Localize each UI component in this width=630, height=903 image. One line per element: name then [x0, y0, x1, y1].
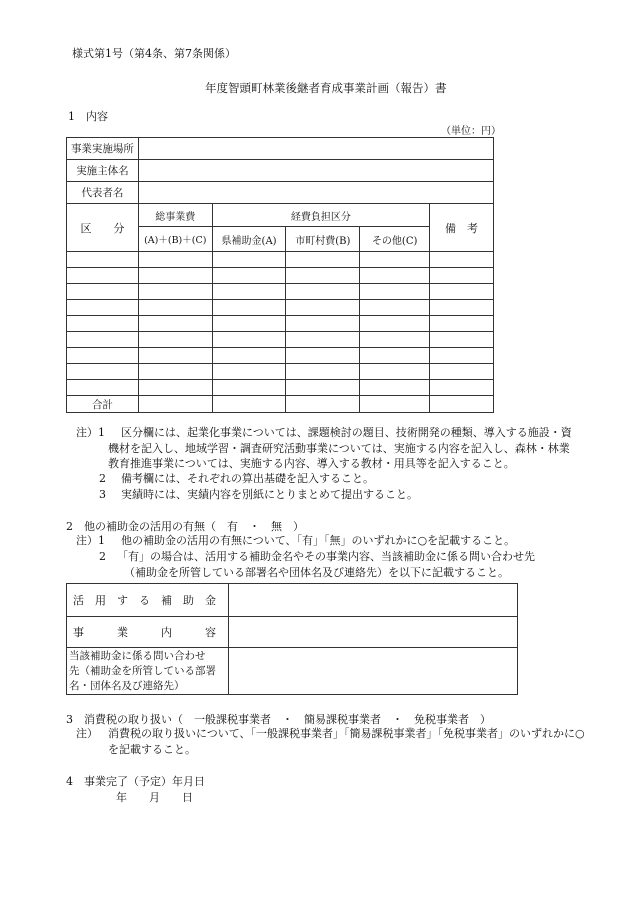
input-cell[interactable] — [430, 348, 494, 364]
input-cell[interactable] — [430, 380, 494, 396]
input-cell[interactable] — [430, 316, 494, 332]
input-cell[interactable] — [360, 252, 430, 268]
input-cell[interactable] — [67, 364, 139, 380]
subsidy-table — [66, 583, 518, 695]
input-cell[interactable] — [67, 268, 139, 284]
input-cell[interactable] — [430, 284, 494, 300]
note1-line3: 教育推進事業については、実施する内容、導入する教材・用具等を記入すること。 — [108, 457, 515, 470]
input-cell[interactable] — [430, 396, 494, 413]
input-cell[interactable] — [138, 268, 212, 284]
input-cell[interactable] — [138, 138, 493, 160]
input-cell[interactable] — [286, 348, 360, 364]
input-cell[interactable] — [138, 332, 212, 348]
input-cell[interactable] — [212, 268, 286, 284]
input-cell[interactable] — [67, 300, 139, 316]
note2-prefix: 2 — [99, 472, 106, 485]
input-cell[interactable] — [286, 332, 360, 348]
remarks-header: 備 考 — [430, 204, 494, 252]
completion-date[interactable]: 年 月 日 — [116, 791, 193, 804]
s2-note2-line1: 「有」の場合は、活用する補助金名やその事業内容、当該補助金に係る問い合わせ先 — [117, 550, 535, 563]
table-row — [67, 380, 494, 396]
burden-header: 経費負担区分 — [212, 204, 429, 227]
input-cell[interactable] — [360, 348, 430, 364]
unit-label: （単位：円） — [441, 126, 501, 137]
input-cell[interactable] — [228, 584, 517, 617]
input-cell[interactable] — [360, 396, 430, 413]
total-formula-header: (A)＋(B)＋(C) — [138, 227, 212, 252]
label-line: 名・団体名及び連絡先） — [69, 679, 185, 692]
row-label: 事 業 内 容 — [67, 617, 229, 648]
label-line: 先（補助金を所管している部署 — [69, 664, 216, 677]
table-row — [67, 332, 494, 348]
row-label: 活 用 す る 補 助 金 — [67, 584, 229, 617]
input-cell[interactable] — [67, 252, 139, 268]
note1-prefix: 注）1 — [76, 426, 105, 439]
table-row — [67, 648, 518, 695]
input-cell[interactable] — [138, 348, 212, 364]
input-cell[interactable] — [286, 252, 360, 268]
table-row — [67, 584, 518, 617]
s2-note1-prefix: 注）1 — [76, 534, 105, 547]
s3-note-prefix: 注） — [76, 727, 98, 740]
budget-table — [66, 137, 494, 413]
input-cell[interactable] — [430, 268, 494, 284]
section3-heading: 3 消費税の取り扱い（ 一般課税事業者 ・ 簡易課税事業者 ・ 免税事業者 ） — [66, 713, 491, 726]
input-cell[interactable] — [67, 284, 139, 300]
input-cell[interactable] — [138, 300, 212, 316]
input-cell[interactable] — [138, 396, 212, 413]
table-row — [67, 160, 494, 182]
input-cell[interactable] — [138, 316, 212, 332]
input-cell[interactable] — [286, 380, 360, 396]
label-line: 当該補助金に係る問い合わせ — [69, 649, 206, 662]
input-cell[interactable] — [212, 252, 286, 268]
document-title: 年度智頭町林業後継者育成事業計画（報告）書 — [205, 81, 447, 95]
input-cell[interactable] — [286, 396, 360, 413]
s3-note-line2: を記載すること。 — [108, 743, 196, 756]
input-cell[interactable] — [360, 364, 430, 380]
table-row — [67, 316, 494, 332]
table-row — [67, 138, 494, 160]
total-row — [67, 396, 494, 413]
section1-heading: 1 内容 — [68, 110, 108, 123]
input-cell[interactable] — [286, 316, 360, 332]
note3-prefix: 3 — [99, 488, 106, 501]
input-cell[interactable] — [286, 364, 360, 380]
note1-line2: 機材を記入し、地域学習・調査研究活動事業については、実施する内容を記入し、森林・林業 — [108, 442, 570, 455]
input-cell[interactable] — [138, 182, 493, 204]
row-label: 代表者名 — [67, 182, 139, 204]
input-cell[interactable] — [67, 316, 139, 332]
input-cell[interactable] — [228, 648, 517, 695]
input-cell[interactable] — [67, 380, 139, 396]
s2-note2-line2: （補助金を所管している部署名や団体名及び連絡先）を以下に記載すること。 — [124, 566, 509, 579]
input-cell[interactable] — [360, 316, 430, 332]
input-cell[interactable] — [212, 284, 286, 300]
input-cell[interactable] — [360, 380, 430, 396]
section2-heading: 2 他の補助金の活用の有無（ 有 ・ 無 ） — [66, 520, 304, 533]
input-cell[interactable] — [212, 332, 286, 348]
row-label — [67, 648, 229, 695]
s2-note1-text: 他の補助金の活用の有無について、「有」「無」のいずれかに○を記載すること。 — [121, 534, 516, 547]
total-header: 総事業費 — [138, 204, 212, 227]
pref-header: 県補助金(A) — [212, 227, 286, 252]
s2-note2-prefix: 2 — [99, 550, 106, 563]
table-row — [67, 348, 494, 364]
input-cell[interactable] — [138, 364, 212, 380]
input-cell[interactable] — [360, 284, 430, 300]
input-cell[interactable] — [286, 300, 360, 316]
input-cell[interactable] — [212, 348, 286, 364]
note3-text: 実績時には、実績内容を別紙にとりまとめて提出すること。 — [121, 488, 418, 501]
input-cell[interactable] — [360, 268, 430, 284]
input-cell[interactable] — [228, 617, 517, 648]
town-header: 市町村費(B) — [286, 227, 360, 252]
input-cell[interactable] — [212, 364, 286, 380]
input-cell[interactable] — [286, 268, 360, 284]
input-cell[interactable] — [212, 396, 286, 413]
input-cell[interactable] — [360, 332, 430, 348]
total-label: 合計 — [67, 396, 139, 413]
row-label: 実施主体名 — [67, 160, 139, 182]
s3-note-line1: 消費税の取り扱いについて、「一般課税事業者」「簡易課税事業者」「免税事業者」のいずれかに○ — [108, 727, 585, 740]
table-row — [67, 284, 494, 300]
table-row — [67, 268, 494, 284]
section4-heading: 4 事業完了（予定）年月日 — [66, 775, 205, 788]
note2-text: 備考欄には、それぞれの算出基礎を記入すること。 — [121, 472, 374, 485]
input-cell[interactable] — [138, 252, 212, 268]
input-cell[interactable] — [67, 332, 139, 348]
table-row — [67, 364, 494, 380]
input-cell[interactable] — [138, 284, 212, 300]
form-label: 様式第1号（第4条、第7条関係） — [72, 47, 236, 60]
input-cell[interactable] — [430, 252, 494, 268]
input-cell[interactable] — [430, 364, 494, 380]
input-cell[interactable] — [212, 380, 286, 396]
table-row — [67, 252, 494, 268]
input-cell[interactable] — [138, 380, 212, 396]
table-header-row — [67, 204, 494, 227]
input-cell[interactable] — [212, 316, 286, 332]
table-row — [67, 300, 494, 316]
table-row — [67, 182, 494, 204]
kubun-header: 区 分 — [67, 204, 139, 252]
note1-line1: 区分欄には、起業化事業については、課題検討の題目、技術開発の種類、導入する施設・資 — [121, 426, 572, 439]
input-cell[interactable] — [212, 300, 286, 316]
input-cell[interactable] — [360, 300, 430, 316]
input-cell[interactable] — [67, 348, 139, 364]
input-cell[interactable] — [430, 300, 494, 316]
input-cell[interactable] — [286, 284, 360, 300]
table-row — [67, 617, 518, 648]
other-header: その他(C) — [360, 227, 430, 252]
input-cell[interactable] — [430, 332, 494, 348]
row-label: 事業実施場所 — [67, 138, 139, 160]
input-cell[interactable] — [138, 160, 493, 182]
